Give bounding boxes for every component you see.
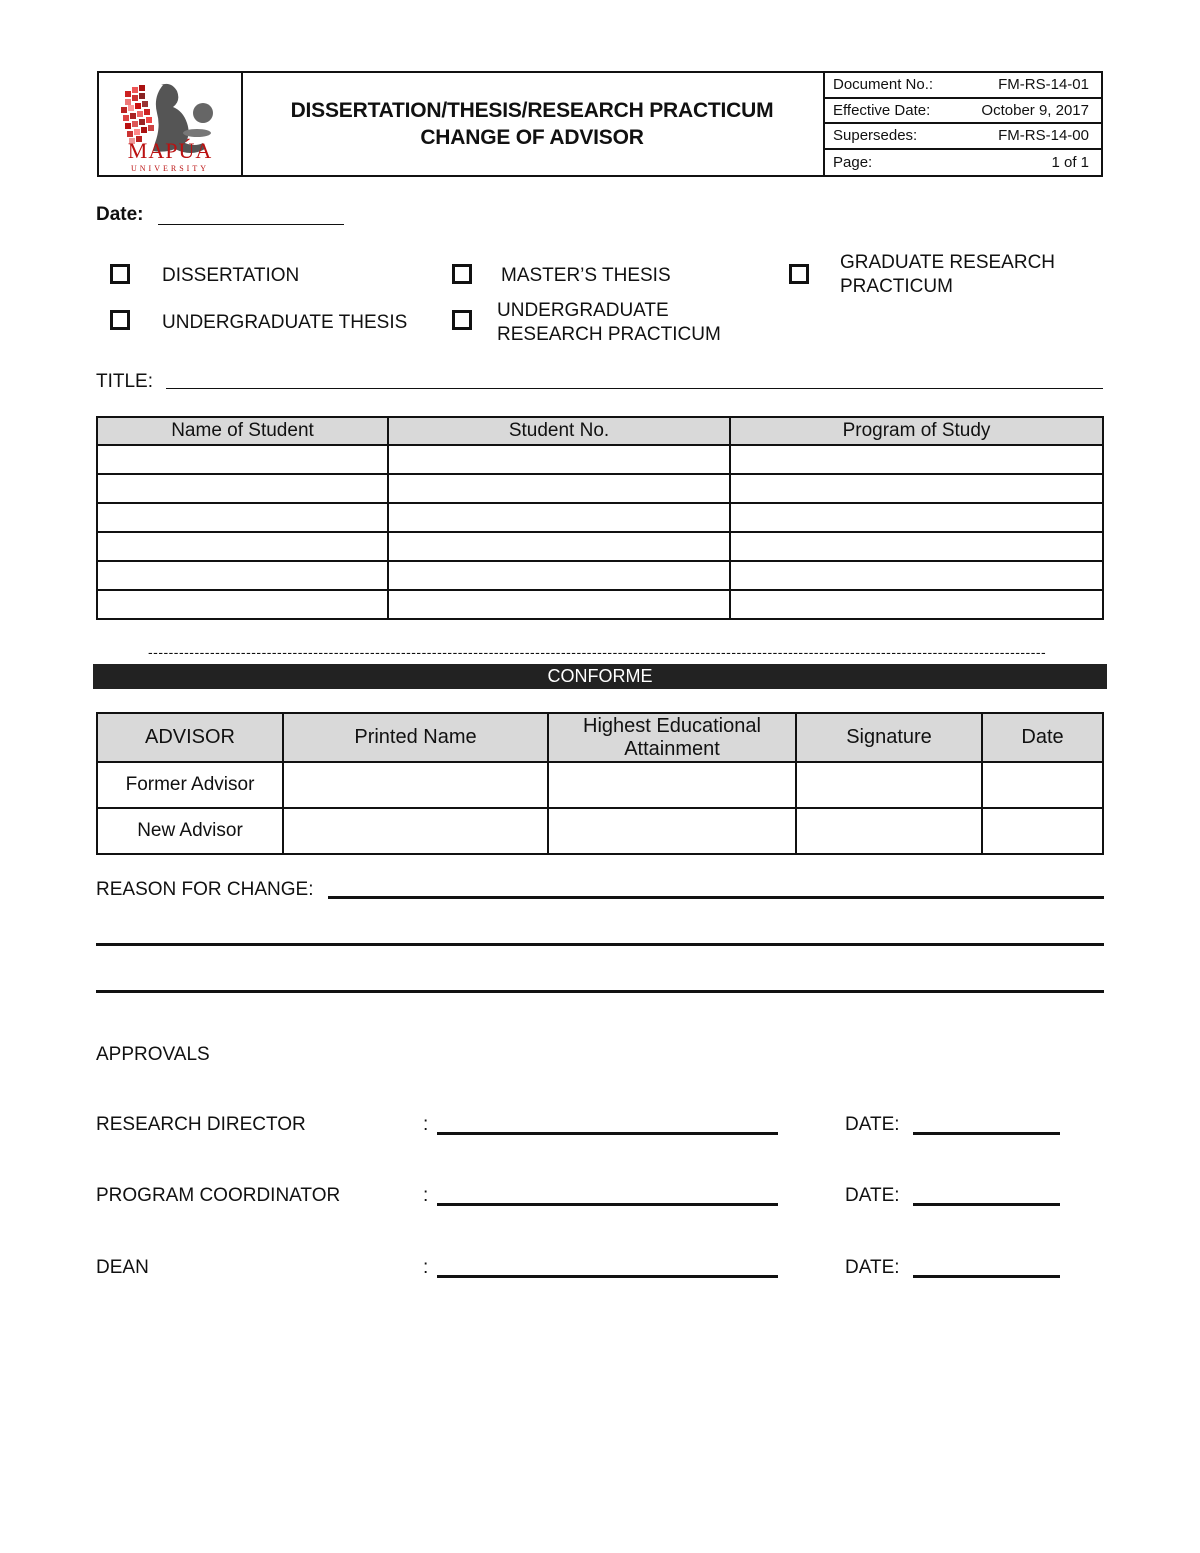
table-cell[interactable]	[730, 445, 1103, 474]
dashed-divider: ------------------------------------------------------------------------------------------------------------------------------------------------------------------------------	[148, 644, 1047, 660]
column-header: Program of Study	[730, 417, 1103, 445]
reason-label: REASON FOR CHANGE:	[96, 879, 314, 900]
column-header: Highest Educational Attainment	[548, 713, 796, 762]
document-meta	[823, 73, 1101, 175]
title-line-2: CHANGE OF ADVISOR	[420, 126, 644, 149]
table-cell[interactable]	[548, 808, 796, 854]
meta-row: Document No.: FM-RS-14-01	[823, 73, 1101, 99]
svg-text:MAPÚA: MAPÚA	[127, 138, 213, 163]
dissertation-label: DISSERTATION	[162, 265, 300, 286]
approvals-heading: APPROVALS	[96, 1044, 210, 1065]
table-header-row	[97, 713, 1103, 762]
table-cell[interactable]	[388, 561, 730, 590]
colon: :	[423, 1185, 429, 1206]
table-cell[interactable]	[548, 762, 796, 808]
date-label: Date:	[96, 204, 144, 225]
table-cell[interactable]	[730, 590, 1103, 619]
svg-text:UNIVERSITY: UNIVERSITY	[131, 164, 209, 173]
table-row	[97, 590, 1103, 619]
form-title	[241, 73, 825, 175]
table-cell[interactable]	[730, 532, 1103, 561]
column-header: Student No.	[388, 417, 730, 445]
meta-row: Supersedes: FM-RS-14-00	[823, 124, 1101, 150]
table-row	[97, 561, 1103, 590]
table-cell[interactable]	[730, 503, 1103, 532]
title-field[interactable]	[166, 388, 1103, 389]
dean-signature-line[interactable]	[437, 1275, 778, 1278]
table-cell[interactable]	[730, 561, 1103, 590]
dean-label: DEAN	[96, 1257, 149, 1278]
dissertation-checkbox[interactable]	[110, 264, 130, 284]
table-cell[interactable]	[388, 532, 730, 561]
logo-cell	[99, 73, 243, 175]
column-header: ADVISOR	[97, 713, 283, 762]
undergraduate-research-practicum-label: UNDERGRADUATE RESEARCH PRACTICUM	[497, 300, 721, 345]
table-cell[interactable]	[97, 532, 388, 561]
table-cell[interactable]	[97, 503, 388, 532]
table-row	[97, 762, 1103, 808]
table-cell[interactable]	[388, 474, 730, 503]
table-row	[97, 445, 1103, 474]
program-coordinator-signature-line[interactable]	[437, 1203, 778, 1206]
table-cell[interactable]	[283, 808, 548, 854]
table-cell[interactable]	[796, 808, 982, 854]
masters-thesis-checkbox[interactable]	[452, 264, 472, 284]
table-row	[97, 532, 1103, 561]
program-coordinator-date-line[interactable]	[913, 1203, 1060, 1206]
reason-field-line-1[interactable]	[328, 896, 1104, 899]
reason-field-line-2[interactable]	[96, 943, 1104, 946]
colon: :	[423, 1114, 429, 1135]
title-label: TITLE:	[96, 371, 154, 392]
date-label: DATE:	[845, 1114, 900, 1135]
table-row	[97, 503, 1103, 532]
students-table	[96, 416, 1104, 620]
advisor-table	[96, 712, 1104, 855]
reason-field-line-3[interactable]	[96, 990, 1104, 993]
research-director-date-line[interactable]	[913, 1132, 1060, 1135]
table-cell[interactable]	[97, 561, 388, 590]
colon: :	[423, 1257, 429, 1278]
table-cell[interactable]	[730, 474, 1103, 503]
advisor-role: New Advisor	[97, 808, 283, 854]
form-header	[97, 71, 1103, 177]
meta-row: Page: 1 of 1	[833, 153, 1089, 171]
conforme-banner: CONFORME	[93, 664, 1107, 689]
undergraduate-thesis-checkbox[interactable]	[110, 310, 130, 330]
table-cell[interactable]	[388, 503, 730, 532]
graduate-research-practicum-checkbox[interactable]	[789, 264, 809, 284]
table-cell[interactable]	[388, 445, 730, 474]
date-label: DATE:	[845, 1257, 900, 1278]
table-row	[97, 474, 1103, 503]
table-cell[interactable]	[388, 590, 730, 619]
table-header-row	[97, 417, 1103, 445]
masters-thesis-label: MASTER’S THESIS	[501, 265, 671, 286]
table-cell[interactable]	[97, 474, 388, 503]
column-header: Name of Student	[97, 417, 388, 445]
research-director-label: RESEARCH DIRECTOR	[96, 1114, 306, 1135]
meta-row: Effective Date: October 9, 2017	[823, 99, 1101, 125]
graduate-research-practicum-label: GRADUATE RESEARCH PRACTICUM	[840, 252, 1056, 297]
advisor-role: Former Advisor	[97, 762, 283, 808]
program-coordinator-label: PROGRAM COORDINATOR	[96, 1185, 341, 1206]
table-cell[interactable]	[982, 762, 1103, 808]
column-header: Date	[982, 713, 1103, 762]
research-director-signature-line[interactable]	[437, 1132, 778, 1135]
mapua-logo-icon	[99, 73, 241, 175]
table-cell[interactable]	[982, 808, 1103, 854]
table-cell[interactable]	[97, 445, 388, 474]
title-line-1: DISSERTATION/THESIS/RESEARCH PRACTICUM	[290, 99, 774, 122]
undergraduate-research-practicum-checkbox[interactable]	[452, 310, 472, 330]
date-field[interactable]	[158, 224, 344, 225]
dean-date-line[interactable]	[913, 1275, 1060, 1278]
undergraduate-thesis-label: UNDERGRADUATE THESIS	[162, 312, 408, 333]
table-row	[97, 808, 1103, 854]
column-header: Printed Name	[283, 713, 548, 762]
table-cell[interactable]	[796, 762, 982, 808]
table-cell[interactable]	[283, 762, 548, 808]
table-cell[interactable]	[97, 590, 388, 619]
date-label: DATE:	[845, 1185, 900, 1206]
column-header: Signature	[796, 713, 982, 762]
